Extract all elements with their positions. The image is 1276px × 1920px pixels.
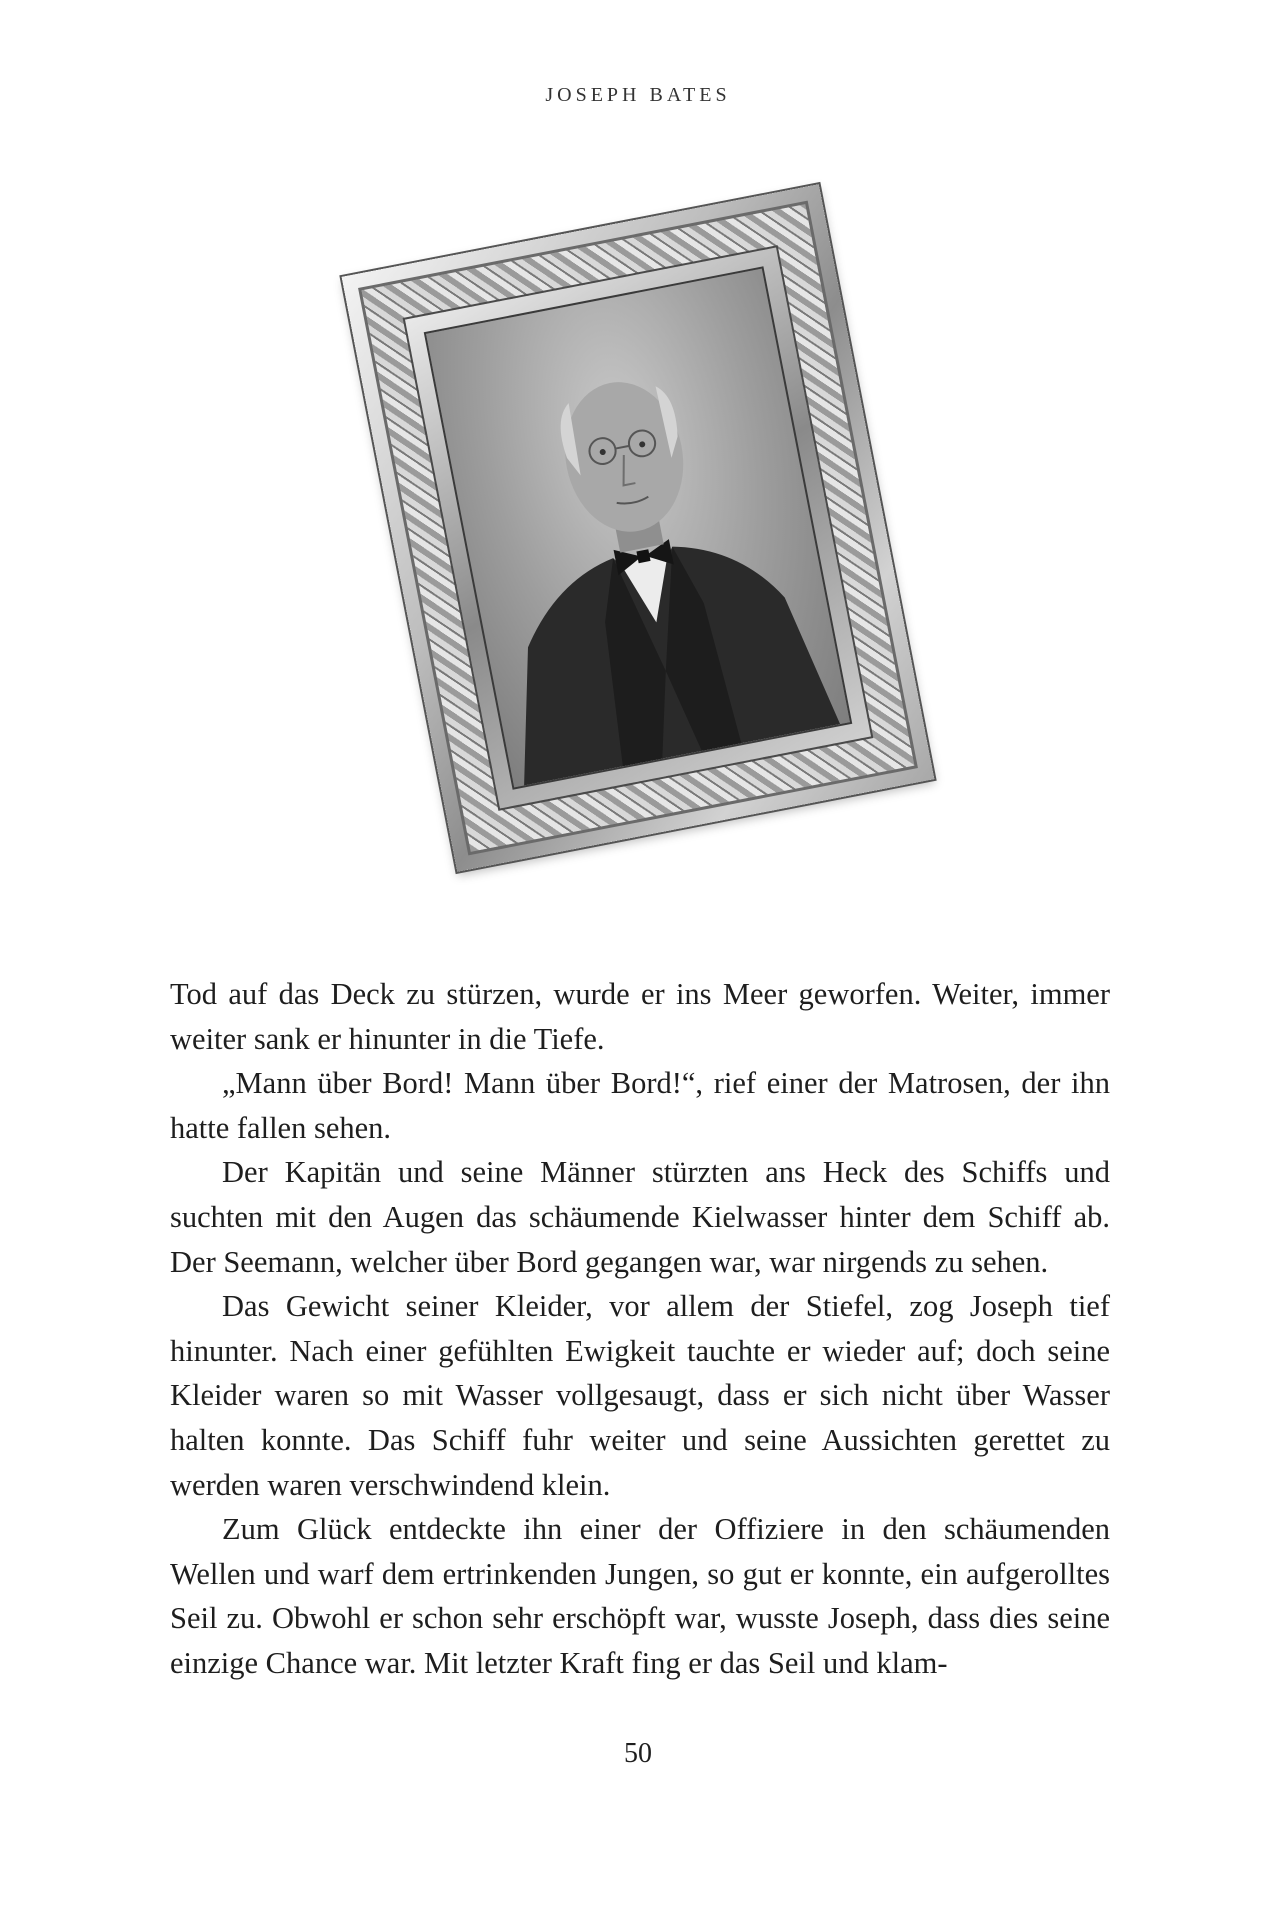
body-text	[170, 972, 1110, 1686]
page-number: 50	[624, 1738, 652, 1769]
portrait-frame	[342, 184, 935, 872]
running-header: JOSEPH BATES	[545, 84, 731, 106]
paragraph-3: Der Kapitän und seine Männer stürzten ans Heck des Schiffs und suchten mit den Augen das schäumende Kielwasser hinter dem Schiff ab. Der Seemann, welcher über Bord gegangen war, war nirgends zu sehen.	[170, 1155, 1110, 1279]
paragraph-2: „Mann über Bord! Mann über Bord!“, rief einer der Matrosen, der ihn hatte fallen sehen.	[170, 1066, 1110, 1145]
paragraph-1: Tod auf das Deck zu stürzen, wurde er ins Meer geworfen. Weiter, immer weiter sank er hinunter in die Tiefe.	[170, 977, 1110, 1056]
paragraph-4: Das Gewicht seiner Kleider, vor allem der Stiefel, zog Joseph tief hinunter. Nach einer gefühlten Ewigkeit tauchte er wieder auf; doch seine Kleider waren so mit Wasser vollgesaugt, dass er sich nicht über Wasser halten konnte. Das Schiff fuhr weiter und seine Aussichten gerettet zu werden waren verschwindend klein.	[170, 1289, 1110, 1502]
paragraph-5: Zum Glück entdeckte ihn einer der Offiziere in den schäumenden Wellen und warf dem ertrinkenden Jungen, so gut er konnte, ein aufgerolltes Seil zu. Obwohl er schon sehr erschöpft war, wusste Joseph, dass dies seine einzige Chance war. Mit letzter Kraft fing er das Seil und klam-	[170, 1512, 1110, 1680]
